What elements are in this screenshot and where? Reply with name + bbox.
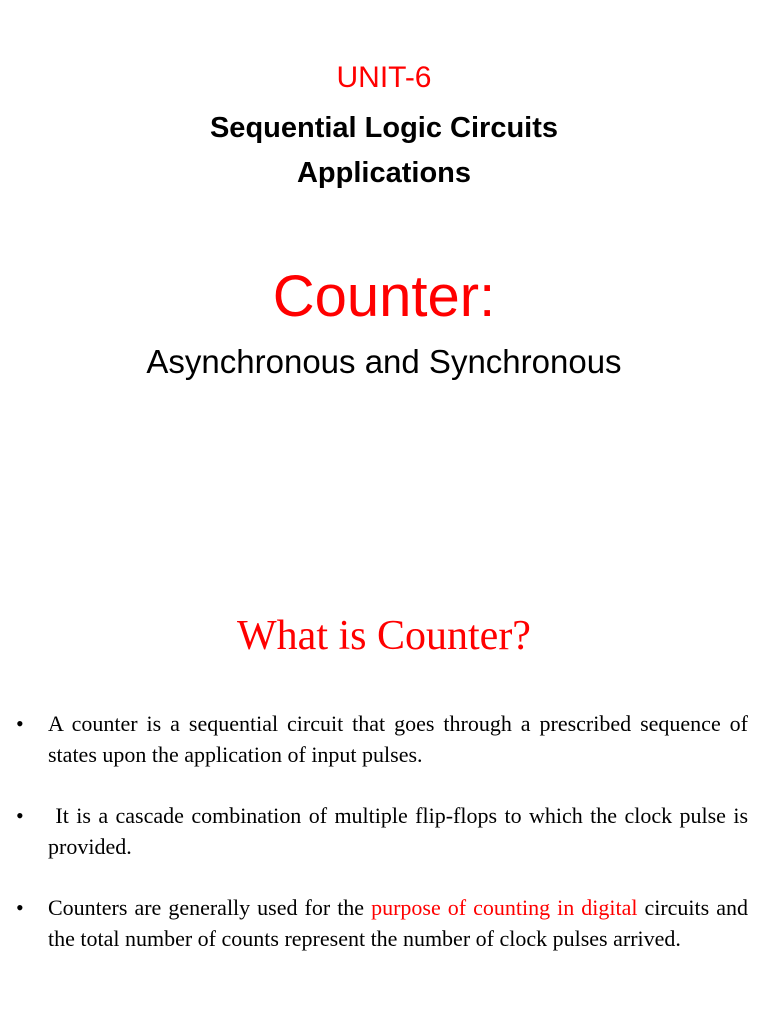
bullet-item-1 xyxy=(0,708,748,770)
bullet-list xyxy=(0,708,768,984)
bullet-icon: • xyxy=(16,803,24,828)
subtitle-line-1: Sequential Logic Circuits xyxy=(209,112,559,144)
bullet-item-3 xyxy=(0,892,754,954)
bullet-highlight: purpose of counting in digital xyxy=(371,895,638,920)
counter-heading: Counter: xyxy=(272,264,496,329)
unit-label: UNIT-6 xyxy=(336,61,432,94)
bullet-text-after: circuits and the total number of counts represent the number of clock pulses arrived. xyxy=(48,895,754,951)
definition-slide xyxy=(0,512,768,1024)
bullet-icon: • xyxy=(16,711,24,736)
counter-subheading: Asynchronous and Synchronous xyxy=(146,343,622,380)
bullet-item-2 xyxy=(0,800,754,862)
bullet-icon: • xyxy=(16,895,24,920)
bullet-text-before: Counters are generally used for the xyxy=(48,895,372,920)
bullet-text: A counter is a sequential circuit that goes through a prescribed sequence of states upon the application of input pulses. xyxy=(48,711,748,767)
slide-title: What is Counter? xyxy=(237,613,531,659)
bullet-text: It is a cascade combination of multiple flip-flops to which the clock pulse is provided. xyxy=(48,803,754,859)
subtitle-line-2: Applications xyxy=(296,157,471,189)
